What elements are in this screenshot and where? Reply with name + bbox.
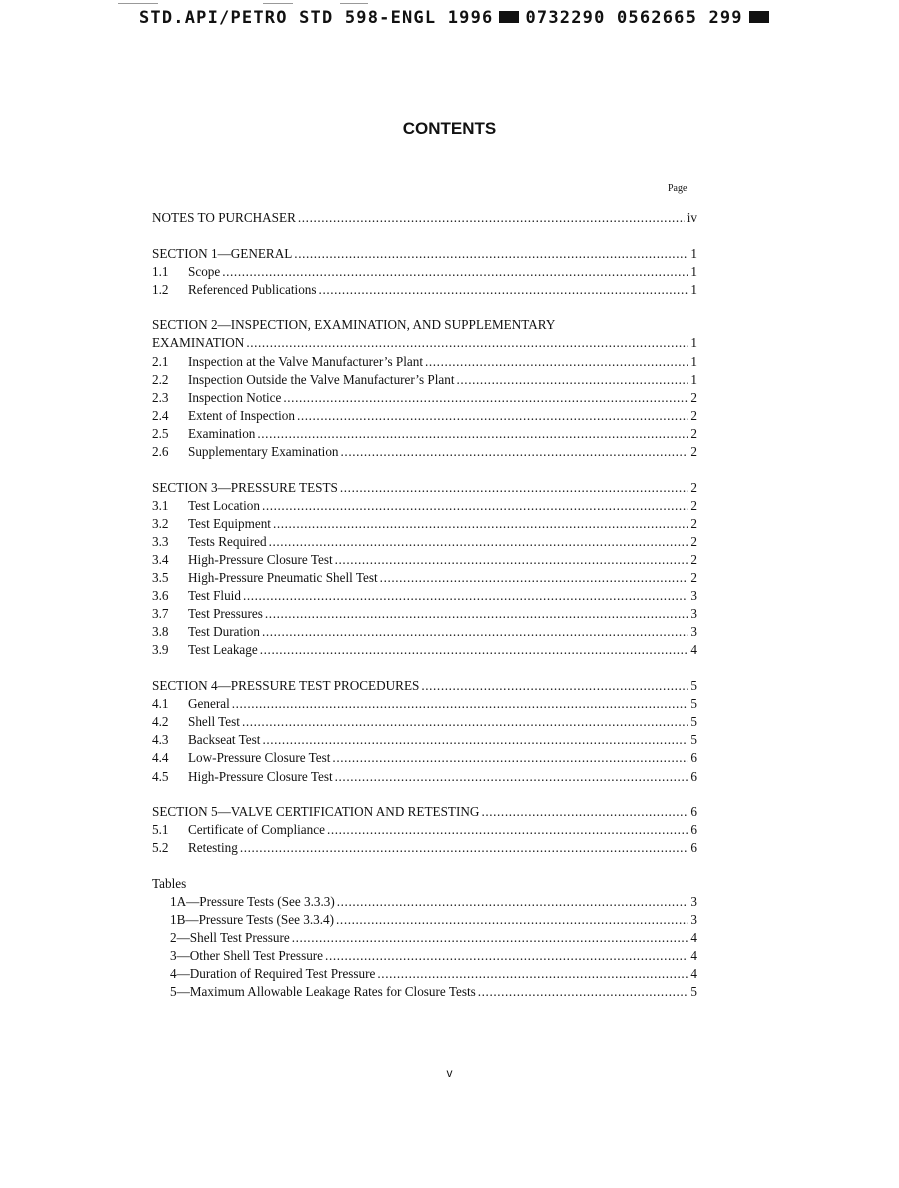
leader-dots <box>481 803 688 821</box>
toc-entry-label: Retesting <box>188 840 238 856</box>
toc-entry-number: 4.1 <box>152 696 169 712</box>
toc-entry-number: 3.9 <box>152 642 169 658</box>
leader-dots <box>242 713 688 731</box>
toc-entry-label: Scope <box>188 263 221 279</box>
toc-entry[interactable] <box>152 533 697 551</box>
header-standard-id: STD.API/PETRO STD 598-ENGL 1996 <box>139 8 494 28</box>
toc-section-heading[interactable] <box>152 334 697 352</box>
toc-entry-number: 3.3 <box>152 533 169 549</box>
toc-entry-number: 2.5 <box>152 425 169 441</box>
page-column-label: Page <box>668 183 688 194</box>
toc-tables-heading: Tables <box>152 875 187 891</box>
toc-table-entry[interactable] <box>152 965 697 983</box>
toc-entry-label: Tests Required <box>188 533 267 549</box>
toc-entry[interactable] <box>152 641 697 659</box>
toc-entry-page: 6 <box>690 750 697 766</box>
toc-entry-label: High-Pressure Closure Test <box>188 552 333 567</box>
toc-table-entry[interactable] <box>152 929 697 947</box>
toc-entry-label: 1B—Pressure Tests (See 3.3.4) <box>170 912 335 928</box>
toc-entry-page: 6 <box>690 840 697 856</box>
toc-entry-page: 6 <box>690 804 697 820</box>
toc-entry-page: 2 <box>690 444 697 460</box>
toc-entry-number: 3.1 <box>152 497 169 513</box>
toc-entry[interactable] <box>152 821 697 839</box>
toc-entry-label: Referenced Publications <box>188 281 317 297</box>
toc-entry[interactable] <box>152 515 697 533</box>
toc-entry[interactable] <box>152 371 697 389</box>
toc-entry-number: 2.4 <box>152 407 169 423</box>
document-header <box>139 8 759 30</box>
toc-entry-page: 3 <box>690 894 697 909</box>
toc-entry-number: 3.8 <box>152 624 169 640</box>
toc-entry-label: Shell Test <box>188 714 240 730</box>
toc-entry-label: Test Pressures <box>188 606 263 622</box>
leader-dots <box>421 677 688 695</box>
toc-entry-page: 5 <box>690 696 697 712</box>
toc-entry-number: 2.3 <box>152 389 169 405</box>
toc-entry-label: NOTES TO PURCHASER <box>152 210 296 225</box>
toc-entry-page: 5 <box>690 984 697 1000</box>
toc-entry-page: iv <box>686 210 697 225</box>
toc-entry-page: 2 <box>690 570 697 586</box>
toc-entry-page: 4 <box>690 642 697 658</box>
toc-entry-page: 3 <box>690 606 697 622</box>
page-title: CONTENTS <box>402 119 497 138</box>
leader-dots <box>232 695 688 713</box>
toc-entry[interactable] <box>152 623 697 641</box>
toc-entry-label: Examination <box>188 425 256 441</box>
leader-dots <box>260 641 688 659</box>
leader-dots <box>457 371 689 389</box>
toc-entry-label: High-Pressure Closure Test <box>188 768 333 784</box>
toc-entry-label: High-Pressure Pneumatic Shell Test <box>188 570 378 586</box>
toc-entry-page: 3 <box>690 624 697 640</box>
toc-entry-page: 3 <box>690 588 697 604</box>
toc-entry-label: Backseat Test <box>188 732 261 748</box>
toc-entry[interactable] <box>152 443 697 461</box>
header-block-mark <box>499 11 519 23</box>
toc-entry-label: 3—Other Shell Test Pressure <box>170 948 324 964</box>
toc-entry-label: SECTION 4—PRESSURE TEST PROCEDURES <box>152 678 420 694</box>
toc-entry-number: 2.2 <box>152 371 169 387</box>
toc-entry-number: 3.7 <box>152 606 169 622</box>
toc-entry-page: 2 <box>690 425 697 441</box>
toc-entry-notes[interactable] <box>152 209 697 227</box>
table-of-contents <box>152 209 697 1019</box>
toc-section-1 <box>152 245 697 299</box>
toc-entry-label: SECTION 3—PRESSURE TESTS <box>152 479 338 495</box>
toc-entry-page: 2 <box>690 407 697 423</box>
leader-dots <box>243 587 688 605</box>
toc-entry-page: 5 <box>690 714 697 730</box>
leader-dots <box>269 533 688 551</box>
toc-entry-label: Inspection Notice <box>188 389 282 405</box>
toc-entry-page: 4 <box>690 930 697 946</box>
toc-section-5 <box>152 803 697 857</box>
leader-dots <box>425 353 688 371</box>
leader-dots <box>298 209 685 227</box>
toc-entry-label: SECTION 1—GENERAL <box>152 245 293 261</box>
leader-dots <box>294 245 688 263</box>
toc-entry-page: 3 <box>690 912 697 928</box>
toc-entry[interactable] <box>152 731 697 749</box>
leader-dots <box>273 515 688 533</box>
toc-section-3 <box>152 479 697 660</box>
toc-entry[interactable] <box>152 839 697 857</box>
leader-dots <box>341 443 688 461</box>
toc-entry-page: 2 <box>690 515 697 531</box>
toc-section-heading[interactable] <box>152 677 697 695</box>
leader-dots <box>257 425 688 443</box>
page-number: v <box>446 1066 453 1080</box>
leader-dots <box>336 911 688 929</box>
header-block-mark <box>749 11 769 23</box>
leader-dots <box>319 281 688 299</box>
toc-entry-number: 2.1 <box>152 353 169 369</box>
toc-entry-label: Test Location <box>188 497 260 513</box>
leader-dots <box>265 605 688 623</box>
toc-entry-page: 2 <box>690 552 697 567</box>
toc-table-entry[interactable] <box>152 893 697 911</box>
toc-table-entry[interactable] <box>152 947 697 965</box>
toc-entry-label: General <box>188 696 230 712</box>
toc-entry-label: 4—Duration of Required Test Pressure <box>170 966 376 982</box>
toc-section-2 <box>152 316 697 461</box>
leader-dots <box>332 749 688 767</box>
toc-entry[interactable] <box>152 569 697 587</box>
toc-entry-page: 2 <box>690 533 697 549</box>
leader-dots <box>335 768 688 786</box>
toc-section-heading-line[interactable]: SECTION 2—INSPECTION, EXAMINATION, AND SUPPLEMENTARY <box>152 317 556 333</box>
toc-entry-page: 1 <box>690 281 697 297</box>
leader-dots <box>292 929 688 947</box>
leader-dots <box>478 983 688 1001</box>
leader-dots <box>222 263 688 281</box>
toc-table-entry[interactable] <box>152 983 697 1001</box>
toc-section-heading[interactable] <box>152 479 697 497</box>
toc-entry-page: 6 <box>690 768 697 784</box>
leader-dots <box>240 839 688 857</box>
toc-entry-page: 1 <box>690 245 697 261</box>
toc-entry-number: 5.2 <box>152 840 169 856</box>
toc-entry-label: 5—Maximum Allowable Leakage Rates for Closure Tests <box>170 984 476 1000</box>
toc-entry-label: EXAMINATION <box>152 335 245 351</box>
scan-mark <box>263 3 293 4</box>
leader-dots <box>377 965 688 983</box>
toc-table-entry[interactable] <box>152 911 697 929</box>
toc-entry-page: 2 <box>690 497 697 513</box>
toc-entry-label: Certificate of Compliance <box>188 822 325 838</box>
leader-dots <box>335 551 688 569</box>
leader-dots <box>297 407 688 425</box>
toc-entry-number: 1.2 <box>152 281 169 297</box>
toc-entry[interactable] <box>152 605 697 623</box>
toc-entry-number: 1.1 <box>152 263 169 279</box>
toc-entry-page: 6 <box>690 822 697 838</box>
toc-entry-number: 3.5 <box>152 570 169 586</box>
toc-entry[interactable] <box>152 389 697 407</box>
leader-dots <box>325 947 688 965</box>
toc-entry[interactable] <box>152 713 697 731</box>
leader-dots <box>337 893 688 911</box>
toc-tables-group <box>152 875 697 1002</box>
toc-entry-label: Inspection Outside the Valve Manufacturer’s Plant <box>188 371 455 387</box>
toc-entry-label: Extent of Inspection <box>188 407 295 423</box>
toc-entry-number: 5.1 <box>152 822 169 838</box>
leader-dots <box>380 569 688 587</box>
toc-section-heading[interactable] <box>152 245 697 263</box>
toc-entry[interactable] <box>152 497 697 515</box>
toc-entry-page: 4 <box>690 948 697 964</box>
toc-entry[interactable] <box>152 768 697 786</box>
toc-entry-label: Test Equipment <box>188 515 271 531</box>
toc-entry-label: Test Leakage <box>188 642 258 658</box>
toc-notes-group <box>152 209 697 227</box>
toc-entry-label: 2—Shell Test Pressure <box>170 930 290 946</box>
toc-entry-label: SECTION 5—VALVE CERTIFICATION AND RETESTING <box>152 804 480 820</box>
toc-entry[interactable] <box>152 551 697 569</box>
toc-entry-label: Supplementary Examination <box>188 444 339 460</box>
toc-entry[interactable] <box>152 749 697 767</box>
leader-dots <box>340 479 688 497</box>
toc-entry[interactable] <box>152 281 697 299</box>
scan-mark <box>340 3 368 4</box>
toc-entry-label: 1A—Pressure Tests (See 3.3.3) <box>170 894 335 909</box>
toc-entry-page: 1 <box>690 335 697 351</box>
toc-entry[interactable] <box>152 353 697 371</box>
leader-dots <box>262 731 688 749</box>
toc-entry-page: 1 <box>690 353 697 369</box>
toc-entry-page: 4 <box>690 966 697 982</box>
leader-dots <box>262 497 688 515</box>
toc-entry-number: 4.3 <box>152 732 169 748</box>
toc-entry[interactable] <box>152 587 697 605</box>
toc-entry-page: 5 <box>690 732 697 748</box>
toc-entry-number: 4.4 <box>152 750 169 766</box>
scan-mark <box>118 3 158 4</box>
toc-entry-page: 2 <box>690 389 697 405</box>
toc-entry-number: 3.4 <box>152 552 169 567</box>
toc-entry-number: 2.6 <box>152 444 169 460</box>
toc-entry-label: Test Duration <box>188 624 260 640</box>
toc-entry-number: 3.2 <box>152 515 169 531</box>
toc-entry[interactable] <box>152 263 697 281</box>
toc-entry-label: Inspection at the Valve Manufacturer’s Plant <box>188 353 423 369</box>
leader-dots <box>262 623 688 641</box>
header-codes: 0732290 0562665 299 <box>525 8 743 28</box>
toc-entry-number: 3.6 <box>152 588 169 604</box>
toc-entry-page: 1 <box>690 371 697 387</box>
toc-entry-page: 2 <box>690 479 697 495</box>
toc-entry-label: Low-Pressure Closure Test <box>188 750 331 766</box>
toc-entry[interactable] <box>152 407 697 425</box>
toc-entry-page: 1 <box>690 263 697 279</box>
leader-dots <box>327 821 688 839</box>
toc-entry[interactable] <box>152 425 697 443</box>
toc-entry-label: Test Fluid <box>188 588 241 604</box>
toc-entry-number: 4.2 <box>152 714 169 730</box>
toc-entry-number: 4.5 <box>152 768 169 784</box>
leader-dots <box>246 334 688 352</box>
toc-section-4 <box>152 677 697 786</box>
toc-entry-page: 5 <box>690 678 697 694</box>
toc-entry[interactable] <box>152 695 697 713</box>
leader-dots <box>283 389 688 407</box>
toc-section-heading[interactable] <box>152 803 697 821</box>
